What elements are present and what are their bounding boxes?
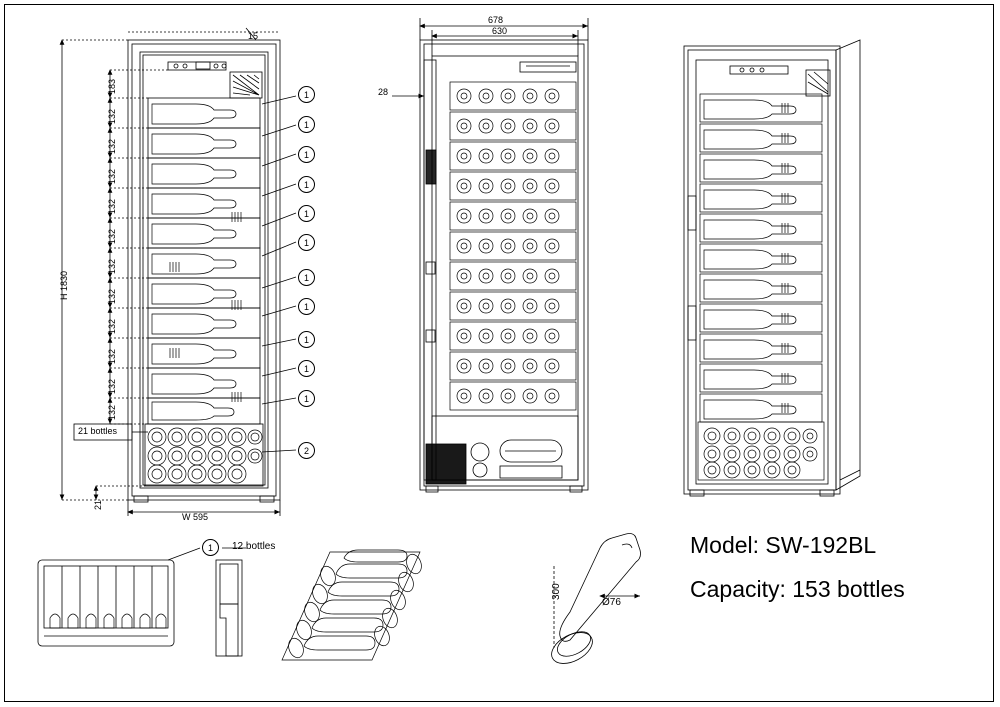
callout-shelf-9: 1 — [298, 331, 315, 348]
callout-shelf-detail: 1 — [202, 539, 219, 556]
model-label: Model: SW-192BL — [690, 532, 877, 558]
callout-shelf-5: 1 — [298, 205, 315, 222]
front-shelf-pitch-10: 132 — [107, 378, 117, 394]
callout-shelf-2: 1 — [298, 116, 315, 133]
front-shelf-pitch-5: 132 — [107, 228, 117, 244]
front-overall-width-label: W 595 — [182, 512, 209, 522]
front-shelf-pitch-1: 132 — [107, 108, 117, 124]
shelf-capacity-label: 12 bottles — [232, 541, 276, 552]
callout-shelf-11: 1 — [298, 390, 315, 407]
front-shelf-pitch-4: 132 — [107, 198, 117, 214]
side-door-thickness-label: 28 — [378, 87, 389, 97]
front-shelf-pitch-8: 132 — [107, 318, 117, 334]
callout-shelf-4: 1 — [298, 176, 315, 193]
front-shelf-pitch-2: 132 — [107, 138, 117, 154]
front-bottom-storage-label: 21 bottles — [78, 426, 118, 436]
bottle-diameter-label: Ø76 — [602, 597, 621, 608]
front-shelf-pitch-11: 132 — [107, 404, 117, 420]
front-overall-height-label: H 1830 — [59, 270, 69, 300]
callout-shelf-1: 1 — [298, 86, 315, 103]
side-overall-depth-label: 678 — [488, 15, 504, 25]
callout-bulk-storage: 2 — [298, 442, 315, 459]
front-top-gap-label: 15 — [248, 31, 259, 41]
callout-shelf-7: 1 — [298, 269, 315, 286]
bottle-height-label: 300 — [551, 583, 562, 600]
front-shelf-pitch-7: 132 — [107, 288, 117, 304]
callout-shelf-6: 1 — [298, 234, 315, 251]
front-shelf-pitch-6: 132 — [107, 258, 117, 274]
front-top-pitch-label: 183 — [107, 78, 117, 94]
callout-shelf-8: 1 — [298, 298, 315, 315]
front-base-height-label: 21 — [93, 499, 103, 510]
side-inner-depth-label: 630 — [492, 26, 508, 36]
front-shelf-pitch-9: 132 — [107, 348, 117, 364]
front-shelf-pitch-3: 132 — [107, 168, 117, 184]
callout-shelf-3: 1 — [298, 146, 315, 163]
capacity-label: Capacity: 153 bottles — [690, 576, 905, 602]
callout-shelf-10: 1 — [298, 360, 315, 377]
